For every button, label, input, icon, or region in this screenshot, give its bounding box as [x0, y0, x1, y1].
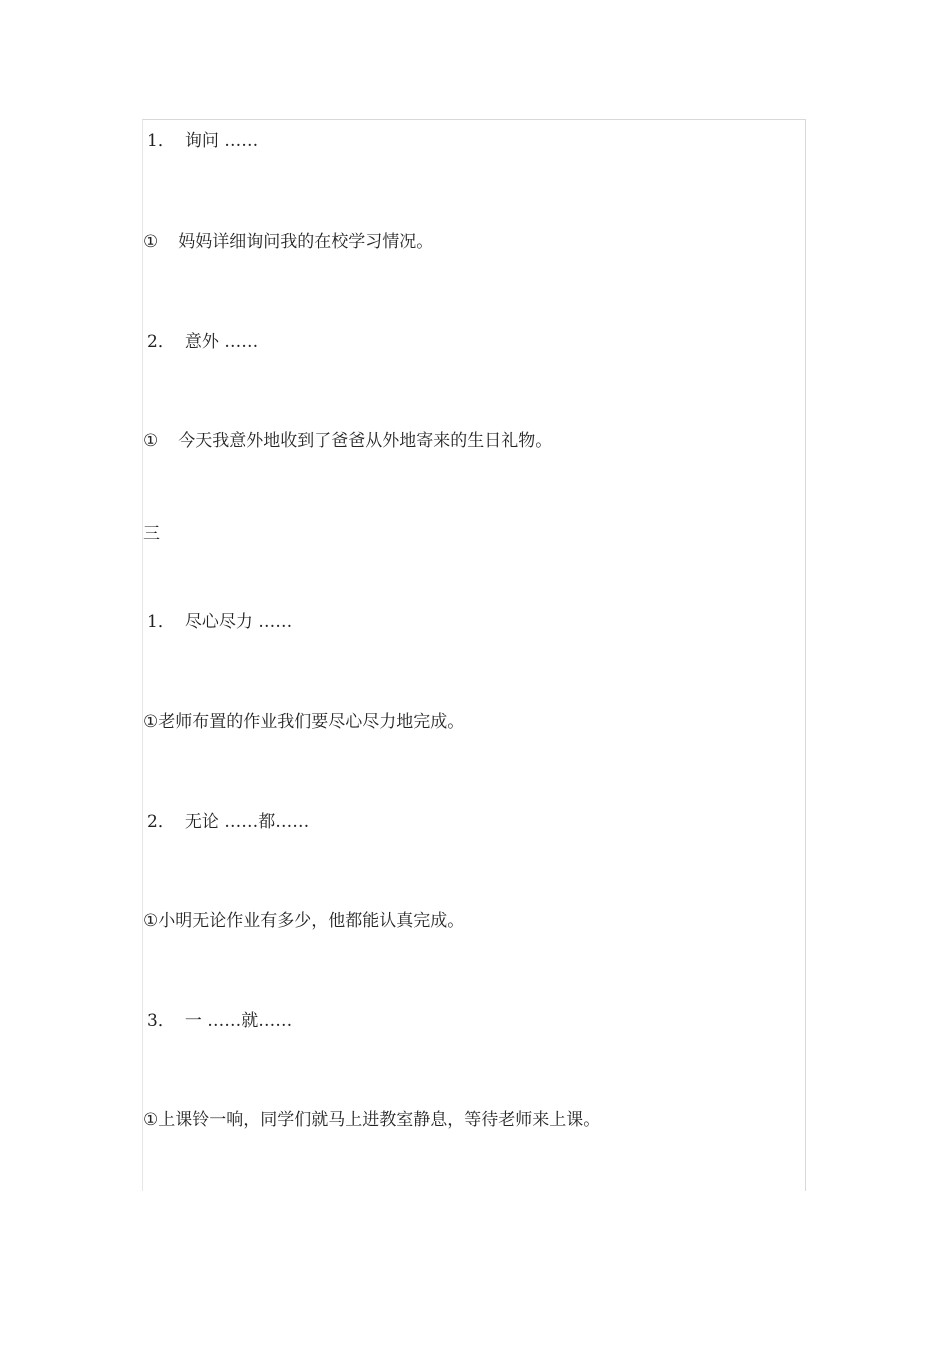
sentence-text: 今天我意外地收到了爸爸从外地寄来的生日礼物。 — [178, 431, 553, 451]
item-number: 1． — [147, 612, 175, 632]
circled-number: ① — [143, 232, 159, 252]
item-number: 1． — [147, 131, 175, 151]
example-sentence — [143, 909, 464, 933]
example-sentence — [143, 1108, 600, 1132]
sentence-text: 上课铃一响，同学们就马上进教室静息，等待老师来上课。 — [158, 1110, 601, 1130]
item-heading — [143, 610, 292, 634]
example-sentence — [143, 429, 552, 453]
sentence-text: 老师布置的作业我们要尽心尽力地完成。 — [158, 712, 465, 732]
section-number: 三 — [143, 524, 160, 544]
item-heading — [143, 1009, 292, 1033]
item-number: 3． — [147, 1011, 175, 1031]
item-number: 2． — [147, 812, 175, 832]
circled-number: ① — [143, 911, 159, 931]
circled-number: ① — [143, 1110, 159, 1130]
sentence-text: 妈妈详细询问我的在校学习情况。 — [178, 232, 434, 252]
item-word: 一 ……就…… — [184, 1011, 293, 1031]
item-word: 询问 …… — [184, 131, 259, 151]
item-word: 意外 …… — [184, 332, 259, 352]
item-heading — [143, 330, 258, 354]
section-heading — [143, 522, 160, 546]
circled-number: ① — [143, 431, 159, 451]
item-word: 无论 ……都…… — [184, 812, 310, 832]
item-number: 2． — [147, 332, 175, 352]
item-word: 尽心尽力 …… — [184, 612, 293, 632]
sentence-text: 小明无论作业有多少，他都能认真完成。 — [158, 911, 465, 931]
example-sentence — [143, 230, 433, 254]
item-heading — [143, 129, 258, 153]
example-sentence — [143, 710, 464, 734]
circled-number: ① — [143, 712, 159, 732]
item-heading — [143, 810, 309, 834]
